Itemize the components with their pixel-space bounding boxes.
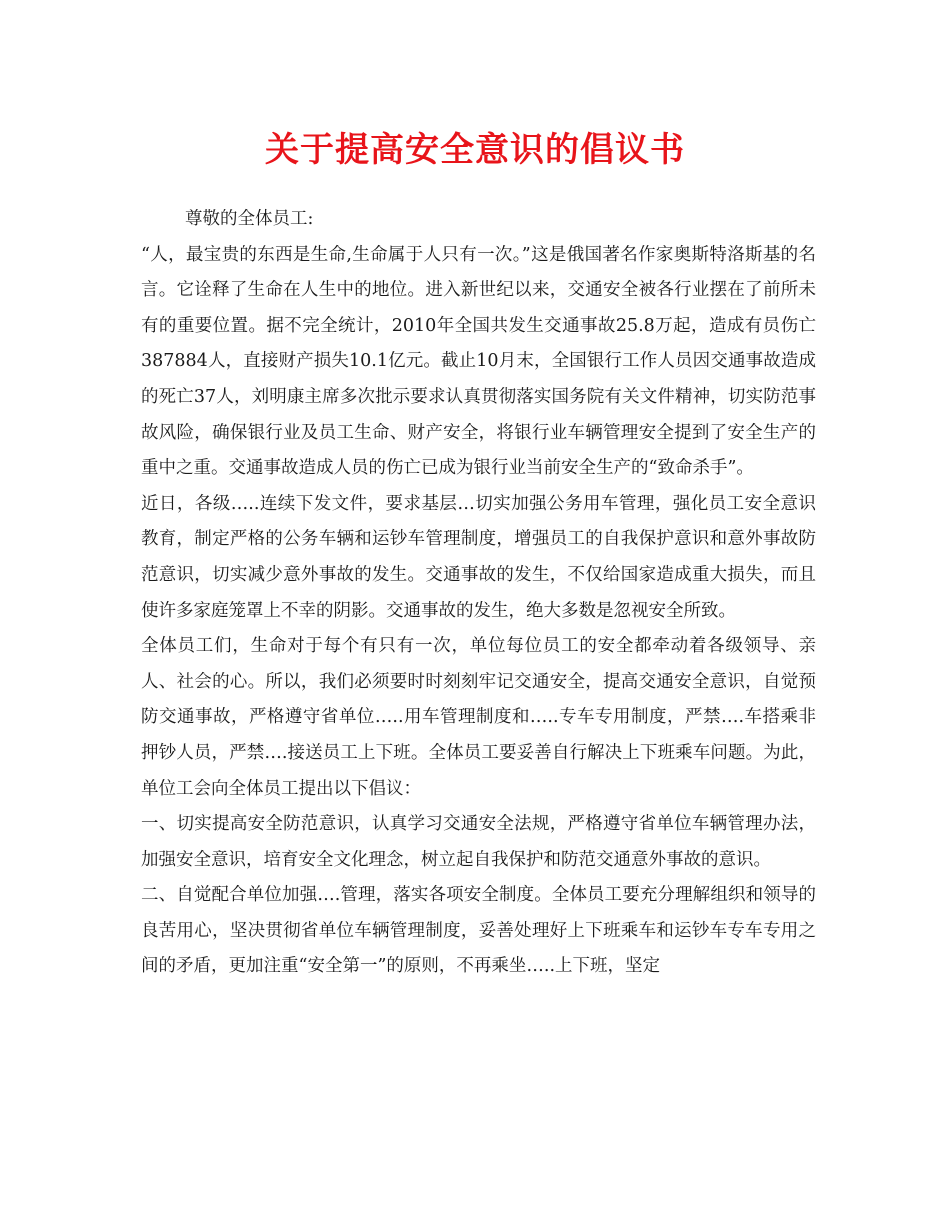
document-title: 关于提高安全意识的倡议书 [265, 130, 685, 170]
paragraph-1: “人，最宝贵的东西是生命,生命属于人只有一次。”这是俄国著名作家奥斯特洛斯基的名言。它诠释了生命在人生中的地位。进入新世纪以来，交通安全被各行业摆在了前所未有的重要位置。据不完全统计，2010年全国共发生交通事故25.8万起，造成有员伤亡387884人，直接财产损失10.1亿元。截止10月末，全国银行工作人员因交通事故造成的死亡37人，刘明康主席多次批示要求认真贯彻落实国务院有关文件精神，切实防范事故风险，确保银行业及员工生命、财产安全，将银行业车辆管理安全提到了安全生产的重中之重。交通事故造成人员的伤亡已成为银行业当前安全生产的“致命杀手”。 [141, 244, 816, 479]
paragraph-5: 二、自觉配合单位加强….管理，落实各项安全制度。全体员工要充分理解组织和领导的良苦用心，坚决贯彻省单位车辆管理制度，妥善处理好上下班乘车和运钞车专车专用之间的矛盾，更加注重“安全第一”的原则，不再乘坐…..上下班，坚定 [141, 885, 816, 977]
paragraph-4: 一、切实提高安全防范意识，认真学习交通安全法规，严格遵守省单位车辆管理办法，加强安全意识，培育安全文化理念，树立起自我保护和防范交通意外事故的意识。 [141, 814, 816, 870]
greeting: 尊敬的全体员工: [185, 209, 314, 229]
document-body [141, 202, 816, 985]
paragraph-3: 全体员工们，生命对于每个有只有一次，单位每位员工的安全都牵动着各级领导、亲人、社会的心。所以，我们必须要时时刻刻牢记交通安全，提高交通安全意识，自觉预防交通事故，严格遵守省单位…..用车管理制度和…..专车专用制度，严禁….车搭乘非押钞人员，严禁….接送员工上下班。全体员工要妥善自行解决上下班乘车问题。为此，单位工会向全体员工提出以下倡议： [141, 636, 816, 799]
paragraph-2: 近日，各级…..连续下发文件，要求基层…切实加强公务用车管理，强化员工安全意识教育，制定严格的公务车辆和运钞车管理制度，增强员工的自我保护意识和意外事故防范意识，切实减少意外事故的发生。交通事故的发生，不仅给国家造成重大损失，而且使许多家庭笼罩上不幸的阴影。交通事故的发生，绝大多数是忽视安全所致。 [141, 493, 816, 621]
